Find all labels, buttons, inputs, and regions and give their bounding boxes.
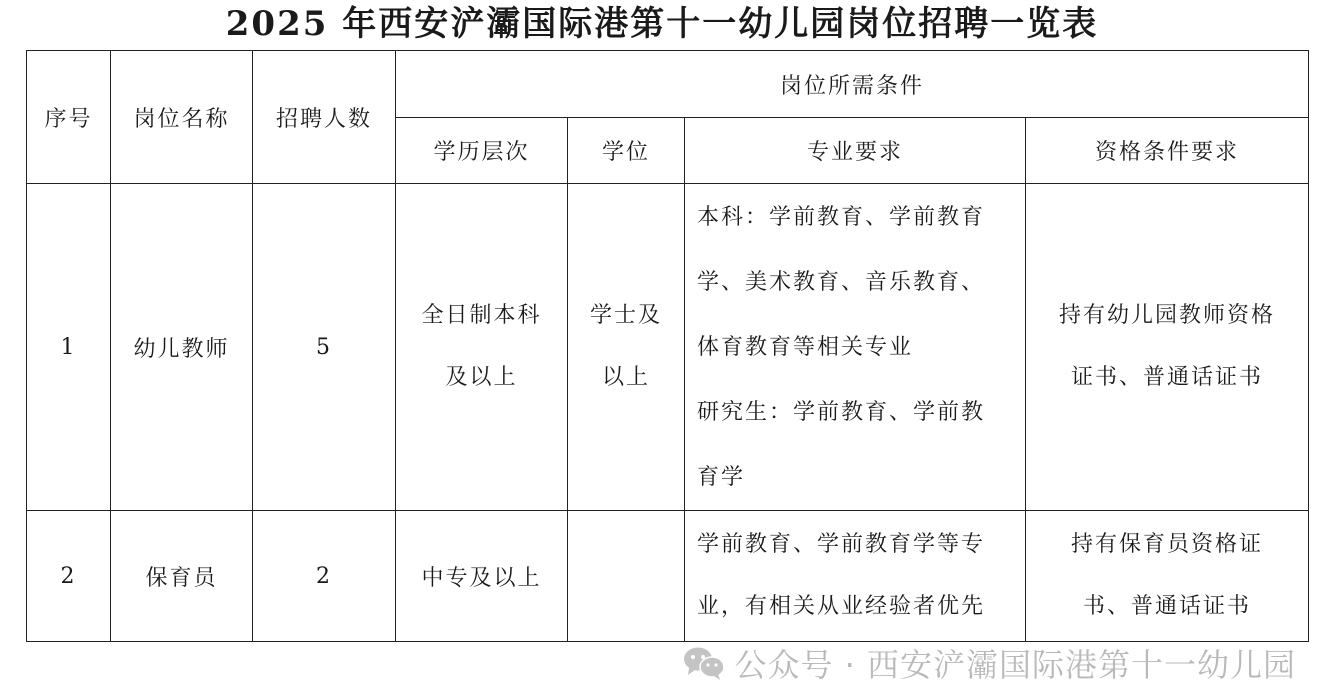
header-position-name: 岗位名称 <box>111 51 253 184</box>
education-line: 中专及以上 <box>421 565 542 591</box>
watermark-text: 公众号 · 西安浐灞国际港第十一幼儿园 <box>734 646 1296 684</box>
degree-line: 以上 <box>601 365 650 390</box>
row-position-name: 保育员 <box>111 511 253 642</box>
major-line: 学前教育、学前教育学等专 <box>697 532 986 557</box>
row-headcount: 5 <box>253 184 396 511</box>
table-row <box>27 511 1309 642</box>
header-row-top <box>27 51 1309 118</box>
row-major <box>685 184 1026 511</box>
wechat-icon <box>682 645 726 681</box>
header-qualification: 资格条件要求 <box>1026 118 1309 184</box>
row-position-name: 幼儿教师 <box>111 184 253 511</box>
row-major <box>685 511 1026 642</box>
qualification-line: 证书、普通话证书 <box>1071 365 1264 390</box>
row-education <box>396 511 568 642</box>
major-line: 学、美术教育、音乐教育、 <box>697 269 986 295</box>
header-seq: 序号 <box>27 51 111 184</box>
education-line: 全日制本科 <box>421 303 542 328</box>
row-qualification <box>1026 511 1309 642</box>
row-seq: 1 <box>27 184 111 511</box>
header-major: 专业要求 <box>685 118 1026 184</box>
education-line: 及以上 <box>445 365 518 390</box>
row-seq: 2 <box>27 511 111 642</box>
row-education <box>396 184 568 511</box>
row-qualification <box>1026 184 1309 511</box>
header-education: 学历层次 <box>396 118 568 184</box>
recruitment-table <box>26 50 1309 642</box>
qualification-line: 持有幼儿园教师资格 <box>1059 303 1276 328</box>
degree-line: 学士及 <box>589 303 662 328</box>
watermark <box>682 640 1296 686</box>
row-headcount: 2 <box>253 511 396 642</box>
major-line: 研究生：学前教育、学前教 <box>697 399 986 425</box>
major-line: 本科：学前教育、学前教育 <box>697 204 986 230</box>
qualification-line: 书、普通话证书 <box>1083 594 1252 619</box>
table-row <box>27 184 1309 511</box>
major-line: 育学 <box>697 464 746 490</box>
page-title: 2025 年西安浐灞国际港第十一幼儿园岗位招聘一览表 <box>225 4 1099 44</box>
header-degree: 学位 <box>568 118 685 184</box>
major-line: 业，有相关从业经验者优先 <box>697 594 986 619</box>
major-line: 体育教育等相关专业 <box>697 334 914 360</box>
qualification-line: 持有保育员资格证 <box>1071 532 1264 557</box>
row-degree <box>568 511 685 642</box>
header-headcount: 招聘人数 <box>253 51 396 184</box>
row-degree <box>568 184 685 511</box>
header-conditions: 岗位所需条件 <box>396 51 1309 118</box>
